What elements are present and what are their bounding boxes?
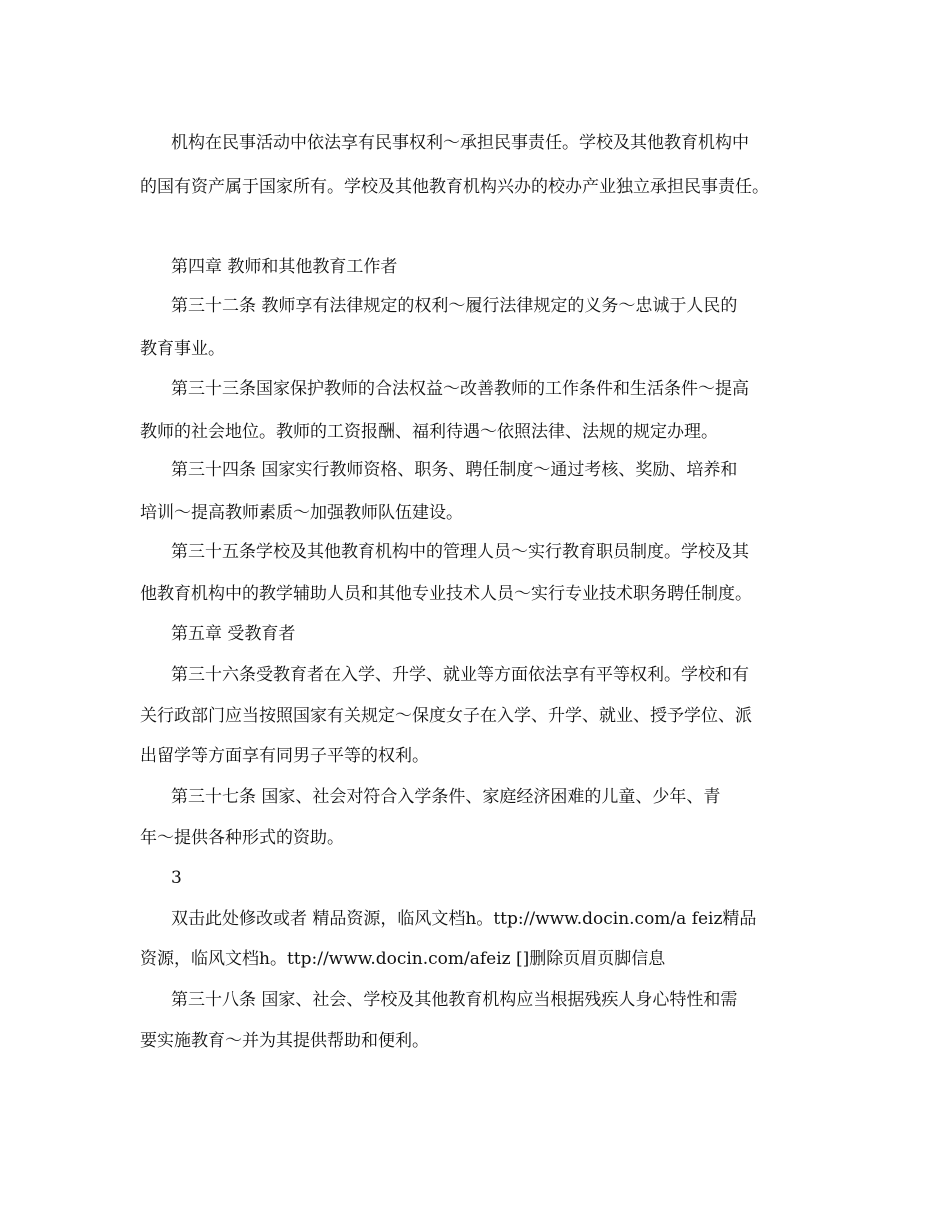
paragraph-line: 机构在民事活动中依法享有民事权利～承担民事责任。学校及其他教育机构中: [171, 133, 749, 153]
article-line: 第三十五条学校及其他教育机构中的管理人员～实行教育职员制度。学校及其: [171, 542, 749, 562]
article-line: 第三十三条国家保护教师的合法权益～改善教师的工作条件和生活条件～提高: [171, 379, 749, 399]
chapter-heading: 第五章 受教育者: [171, 624, 296, 644]
article-line: 教师的社会地位。教师的工资报酬、福利待遇～依照法律、法规的规定办理。: [140, 422, 718, 442]
article-line: 要实施教育～并为其提供帮助和便利。: [140, 1031, 429, 1051]
header-footer-notice: 资源，临风文档h。ttp://www.docin.com/afeiz []删除页眉页脚信息: [140, 949, 666, 969]
article-line: 第三十八条 国家、社会、学校及其他教育机构应当根据残疾人身心特性和需: [171, 990, 738, 1010]
article-line: 教育事业。: [140, 339, 225, 359]
chapter-heading: 第四章 教师和其他教育工作者: [171, 257, 398, 277]
article-line: 出留学等方面享有同男子平等的权利。: [140, 746, 429, 766]
article-line: 第三十六条受教育者在入学、升学、就业等方面依法享有平等权利。学校和有: [171, 665, 749, 685]
article-line: 他教育机构中的教学辅助人员和其他专业技术人员～实行专业技术职务聘任制度。: [140, 584, 752, 604]
article-line: 第三十四条 国家实行教师资格、职务、聘任制度～通过考核、奖励、培养和: [171, 460, 738, 480]
article-line: 第三十二条 教师享有法律规定的权利～履行法律规定的义务～忠诚于人民的: [171, 296, 738, 316]
paragraph-line: 的国有资产属于国家所有。学校及其他教育机构兴办的校办产业独立承担民事责任。: [140, 177, 769, 197]
article-line: 第三十七条 国家、社会对符合入学条件、家庭经济困难的儿童、少年、青: [171, 787, 721, 807]
article-line: 培训～提高教师素质～加强教师队伍建设。: [140, 503, 463, 523]
article-line: 年～提供各种形式的资助。: [140, 828, 344, 848]
page-number: 3: [171, 868, 182, 888]
header-footer-notice: 双击此处修改或者 精品资源，临风文档h。ttp://www.docin.com/a feiz精品: [171, 909, 757, 929]
article-line: 关行政部门应当按照国家有关规定～保度女子在入学、升学、就业、授予学位、派: [140, 706, 752, 726]
